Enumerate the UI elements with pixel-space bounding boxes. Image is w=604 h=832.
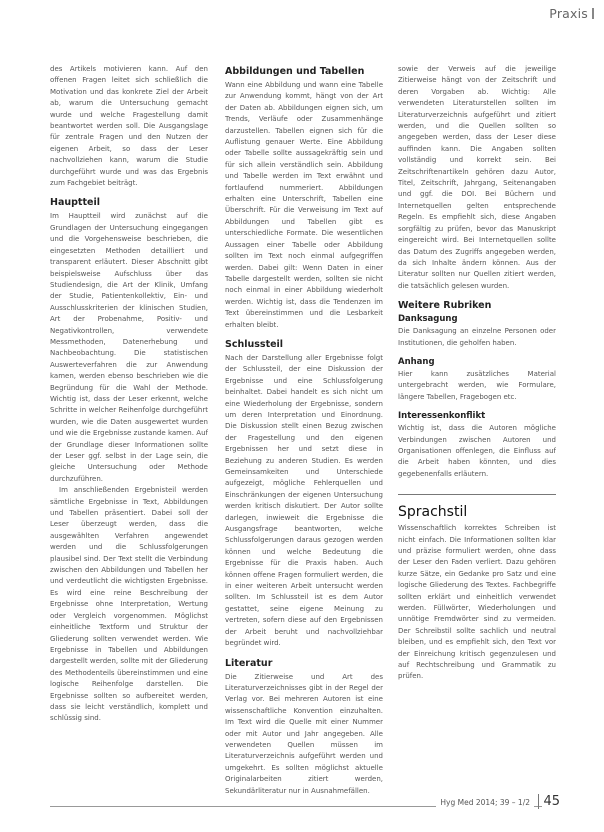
column-right [398, 64, 556, 800]
column-middle [225, 64, 383, 800]
paragraph: Die Zitierweise und Art des Literaturverzeichnisses gibt in der Regel der Verlag vor. Bei mehreren Autoren ist eine wissenschaftliche Konvention einzuhalten. Im Text wird die Quelle mit einer Nummer oder mit Autor und Jahr angegeben. Alle verwendeten Quellen müssen im Literaturverzeichnis aufgeführt werden und umgekehrt. Es sollten möglichst aktuelle Originalarbeiten zitiert werden, Sekundärliteratur nur in Ausnahmefällen. [225, 672, 383, 795]
paragraph: Die Danksagung an einzelne Personen oder Institutionen, die geholfen haben. [398, 327, 556, 347]
section-divider [592, 8, 594, 19]
paragraph: Im anschließenden Ergebnisteil werden sämtliche Ergebnisse in Text, Abbildungen und Tabellen präsentiert. Dabei soll der Leser überzeugt werden, dass die ausgewählten Verfahren angewendet werden und die Schlussfolgerungen plausibel sind. Der Text stellt die Verbindung zwischen den Abbildungen und Tabellen her und verdeutlicht die wichtigsten Ergebnisse. Es wird eine reine Beschreibung der Ergebnisse ohne Interpretation, Wertung oder Vergleich vorgenommen. Möglichst einheitliche Textform und Struktur der Gliederung sollten verwendet werden. Wie Ergebnisse in Tabellen und Abbildungen dargestellt werden, sollte mit der Gliederung des Methodenteils übereinstimmen und eine logische Reihenfolge darstellen. Die Ergebnisse sollten so aufbereitet werden, dass sie leicht verständlich, komplett und schlüssig sind. [50, 486, 208, 723]
paragraph: des Artikels motivieren kann. Auf den offenen Fragen leitet sich schließlich die Motivation und das konkrete Ziel der Arbeit ab, warum die Untersuchung gemacht wurde und welche Fragestellung damit beantwortet werden soll. Die Ausgangslage für zentrale Fragen und den Nutzen der eigenen Arbeit, so dass der Leser nachvollziehen kann, warum die Studie durchgeführt wurde und was das Ergebnis zum Fachgebiet beiträgt. [50, 65, 208, 188]
section-label-text: Praxis [549, 6, 588, 21]
subheading: Danksagung [398, 314, 458, 325]
paragraph: Hier kann zusätzliches Material untergebracht werden, wie Formulare, längere Tabellen, Fragebogen etc. [398, 369, 556, 401]
section-label [549, 6, 594, 21]
section-heading: Schlussteil [225, 338, 284, 350]
paragraph: Wichtig ist, dass die Autoren mögliche Verbindungen zwischen Autoren und Organisationen offenlegen, die Einfluss auf die Arbeit haben könnten, und dies gegebenenfalls erläutern. [398, 424, 556, 478]
paragraph: sowie der Verweis auf die jeweilige Zitierweise hängt von der Zeitschrift und deren Vorgaben ab. Wichtig: Alle verwendeten Literaturstellen sollten im Literaturverzeichnis aufgeführt und zitiert werden, und die Quellen sollten so angegeben werden, dass der Leser diese auffinden kann. Die Angaben sollten vollständig und korrekt sein. Bei Zeitschriftenartikeln gehören dazu Autor, Titel, Zeitschrift, Jahrgang, Seitenangaben und ggf. die DOI. Bei Büchern und Internetquellen gelten entsprechende Regeln. Es empfiehlt sich, diese Angaben sorgfältig zu prüfen, bevor das Manuskript eingereicht wird. Bei Internetquellen sollte das Datum des Zugriffs angegeben werden, da sich Inhalte ändern können. Aus der Literatur sollten nur Quellen zitiert werden, die tatsächlich gelesen wurden. [398, 65, 556, 290]
section-heading: Weitere Rubriken [398, 300, 492, 312]
page-number: 45 [538, 794, 560, 809]
section-heading: Abbildungen und Tabellen [225, 66, 365, 77]
subheading: Interessenkonflikt [398, 411, 486, 422]
section-heading: Literatur [225, 657, 273, 669]
major-heading: Sprachstil [398, 494, 556, 521]
subheading: Anhang [398, 356, 435, 367]
paragraph: Nach der Darstellung aller Ergebnisse folgt der Schlussteil, der eine Diskussion der Ergebnisse und eine Schlussfolgerung beinhaltet. Dabei handelt es sich nicht um eine Wiederholung der Ergebnisse, sondern um deren Interpretation und Einordnung. Die Diskussion stellt einen Bezug zwischen der Fragestellung und den eigenen Ergebnissen her und setzt diese in Beziehung zu anderen Studien. Es werden Gemeinsamkeiten und Unterschiede aufgezeigt, mögliche Fehlerquellen und Einschränkungen der eigenen Untersuchung werden kritisch diskutiert. Der Autor sollte darlegen, inwieweit die Ergebnisse die Ausgangsfrage beantworten, welche Schlussfolgerungen daraus gezogen werden können und welche Bedeutung die Ergebnisse für die Praxis haben. Auch können offene Fragen formuliert werden, die in einer weiteren Arbeit untersucht werden sollten. Im Schlussteil ist es dem Autor gestattet, seine eigene Meinung zu vertreten, sofern diese auf den Ergebnissen der Arbeit beruht und nachvollziehbar begründet wird. [225, 353, 383, 648]
paragraph: Im Hauptteil wird zunächst auf die Grundlagen der Untersuchung eingegangen und die Vorgehensweise beschrieben, die eingesetzten Methoden detailliert und transparent erläutert. Dieser Abschnitt gibt beispielsweise Aufschluss über das Studiendesign, die Art der Klinik, Umfang der Studie, Patientenkollektiv, Ein- und Ausschlusskriterien der klinischen Studien, Art der Probenahme, Positiv- und Negativkontrollen, verwendete Messmethoden, Datenerhebung und Nachbeobachtung. Die statistischen Auswerteverfahren die zur Anwendung kamen, werden ebenso beschrieben wie die Begründung für die Wahl der Methode. Wichtig ist, dass der Leser erkennt, welche Schritte in welcher Reihenfolge durchgeführt wurden, wie die Daten ausgewertet wurden und wie die Ergebnisse zustande kamen. Auf der Grundlage dieser Informationen sollte der Leser ggf. selbst in der Lage sein, die gleiche Untersuchung oder Methode durchzuführen. [50, 212, 208, 483]
journal-citation: Hyg Med 2014; 39 – 1/2 [436, 798, 534, 807]
page-footer [0, 796, 604, 816]
section-heading: Hauptteil [50, 197, 100, 209]
column-left [50, 64, 208, 800]
paragraph: Wissenschaftlich korrektes Schreiben ist nicht einfach. Die Informationen sollten klar und präzise formuliert werden, ohne dass der Leser den Faden verliert. Dazu gehören kurze Sätze, ein Gedanke pro Satz und eine logische Gliederung des Textes. Fachbegriffe sollten erklärt und einheitlich verwendet werden. Füllwörter, Wiederholungen und unnötige Fremdwörter sind zu vermeiden. Der Schreibstil sollte sachlich und neutral bleiben, und es empfiehlt sich, den Text vor der Einreichung kritisch gegenzulesen und auf Rechtschreibung und Grammatik zu prüfen. [398, 524, 556, 681]
paragraph: Wann eine Abbildung und wann eine Tabelle zur Anwendung kommt, hängt von der Art der Daten ab. Abbildungen eignen sich, um Trends, Verläufe oder Zusammenhänge darzustellen. Tabellen eignen sich für die Auflistung genauer Werte. Eine Abbildung oder Tabelle sollte aussagekräftig sein und für sich allein verständlich sein. Abbildung und Tabelle werden im Text erwähnt und fortlaufend nummeriert. Abbildungen erhalten eine Unterschrift, Tabellen eine Überschrift. Für die Verweisung im Text auf Abbildungen und Tabellen gibt es unterschiedliche Formate. Die wesentlichen Aussagen einer Tabelle oder Abbildung sollten im Text noch einmal aufgegriffen werden. Dabei gilt: Wenn Daten in einer Tabelle dargestellt werden, sollten sie nicht noch einmal in einer Abbildung wiederholt werden. Wichtig ist, dass die Tendenzen im Text übereinstimmen und die Lesbarkeit erhalten bleibt. [225, 81, 383, 329]
